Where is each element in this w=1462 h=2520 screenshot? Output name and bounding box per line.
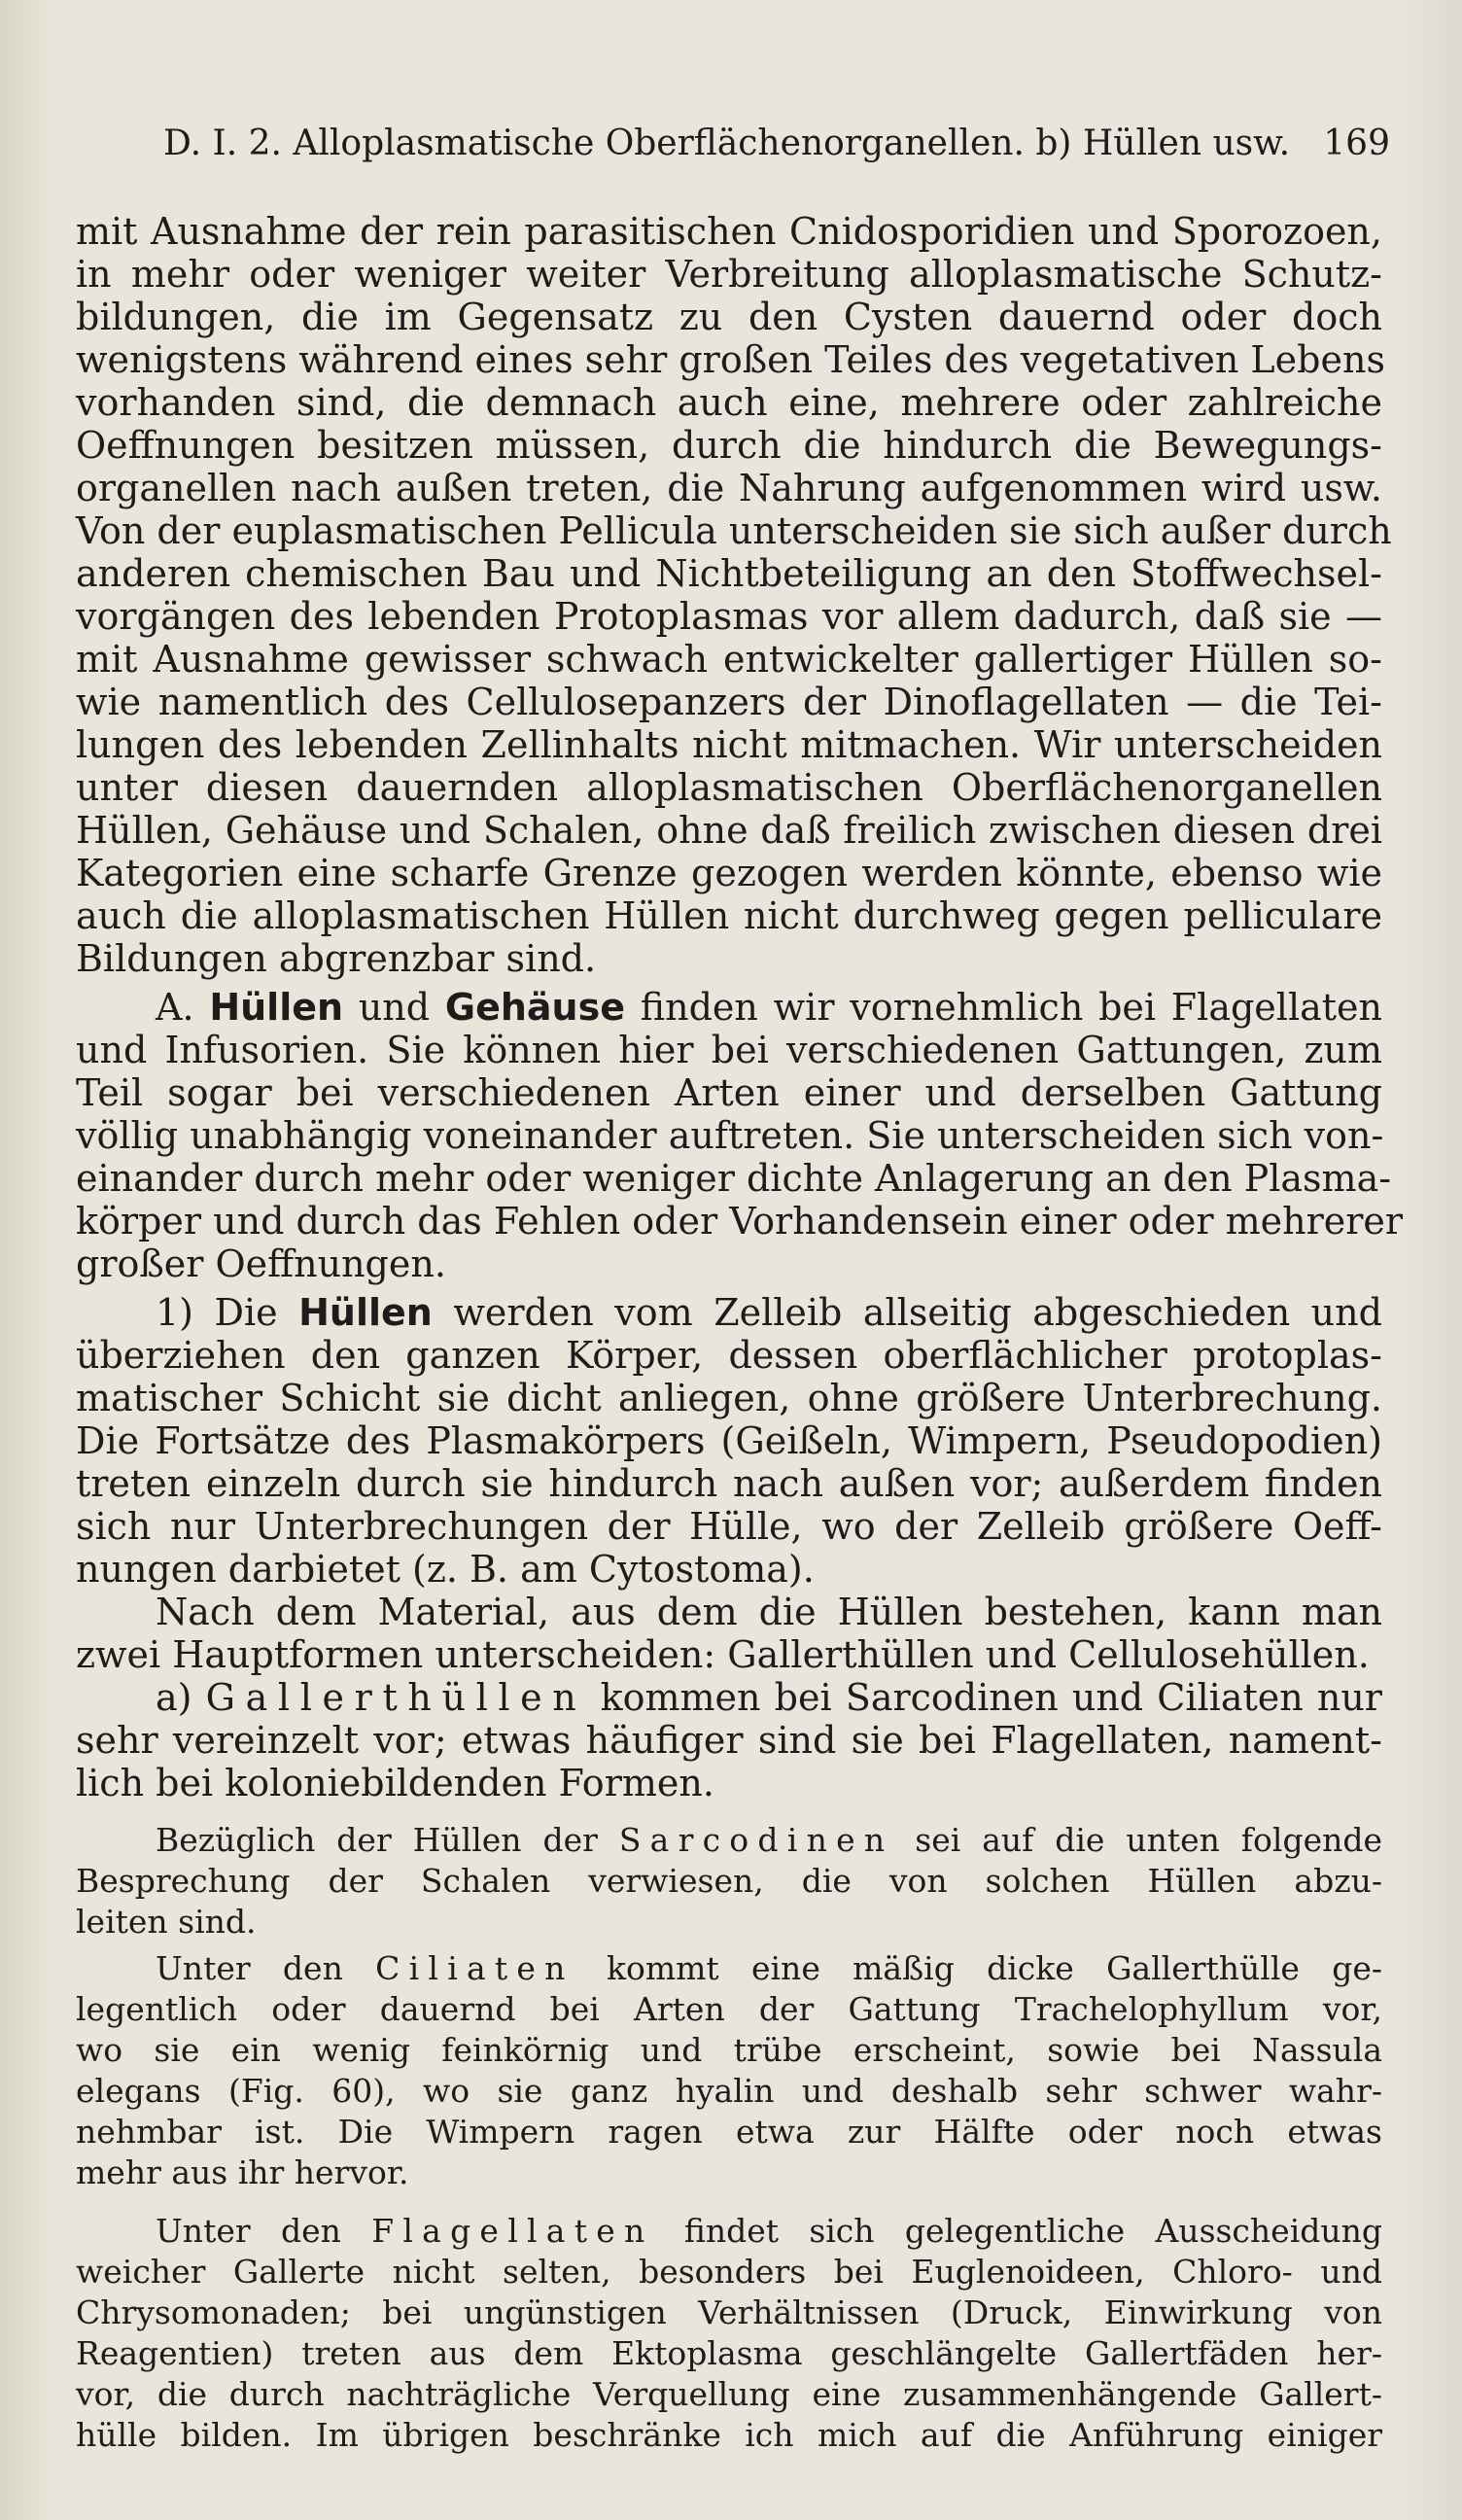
small-line: elegans (Fig. 60), wo sie ganz hyalin und deshalb sehr schwer wahr- (76, 2072, 1382, 2110)
small-para3-rest: findet sich gelegentliche Ausscheidung (683, 2212, 1383, 2250)
page-number: 169 (1323, 123, 1390, 163)
small-para2-term: Ciliaten (375, 1949, 574, 1987)
body-line: nungen darbietet (z. B. am Cytostoma). (76, 1548, 815, 1591)
section-1-first-line (76, 1291, 1382, 1334)
small-para2-rest: kommt eine mäßig dicke Gallerthülle ge- (606, 1949, 1383, 1987)
section-a-connector: und (358, 986, 431, 1029)
small-para1-term: Sarcodinen (618, 1821, 894, 1859)
small-para3-term: Flagellaten (371, 2212, 654, 2250)
body-line: Oeffnungen besitzen müssen, durch die hindurch die Bewegungs- (76, 424, 1382, 467)
small-line: leiten sind. (76, 1903, 257, 1941)
body-line: mit Ausnahme der rein parasitischen Cnidosporidien und Sporozoen, (76, 210, 1382, 253)
small-line: mehr aus ihr hervor. (76, 2153, 409, 2191)
small-line: nehmbar ist. Die Wimpern ragen etwa zur Hälfte oder noch etwas (76, 2113, 1382, 2151)
body-line: organellen nach außen treten, die Nahrung aufgenommen wird usw. (76, 467, 1382, 509)
running-head (163, 121, 1390, 167)
body-line: bildungen, die im Gegensatz zu den Cysten dauernd oder doch (76, 296, 1382, 338)
body-line: anderen chemischen Bau und Nichtbeteiligung an den Stoffwechsel- (76, 552, 1382, 595)
body-line: unter diesen dauernden alloplasmatischen Oberflächenorganellen (76, 766, 1382, 809)
small-para1-prefix: Bezüglich der Hüllen der (156, 1821, 598, 1859)
running-head-title: D. I. 2. Alloplasmatische Oberflächenorganellen. b) Hüllen usw. (163, 123, 1291, 163)
small-para1-rest: sei auf die unten folgende (915, 1821, 1383, 1859)
body-line: vorgängen des lebenden Protoplasmas vor allem dadurch, daß sie — (76, 595, 1382, 638)
body-line: wenigstens während eines sehr großen Teiles des vegetativen Lebens (76, 338, 1385, 381)
body-line: Hüllen, Gehäuse und Schalen, ohne daß freilich zwischen diesen drei (76, 809, 1382, 852)
section-a-term-gehaeuse: Gehäuse (444, 986, 625, 1029)
section-1-label: 1) Die (156, 1291, 278, 1334)
section-a-label: A. (156, 986, 194, 1029)
small-line: Besprechung der Schalen verwiesen, die von solchen Hüllen abzu- (76, 1862, 1382, 1900)
body-line: völlig unabhängig voneinander auftreten. Sie unterscheiden sich von- (76, 1114, 1384, 1157)
body-line: mit Ausnahme gewisser schwach entwickelter gallertiger Hüllen so- (76, 638, 1382, 681)
body-line: vorhanden sind, die demnach auch eine, mehrere oder zahlreiche (76, 381, 1382, 424)
small-line: legentlich oder dauernd bei Arten der Gattung Trachelophyllum vor, (76, 1990, 1382, 2028)
section-a-small-label: a) (156, 1676, 192, 1719)
small-para3-first-line (76, 2211, 1382, 2252)
body-line: großer Oeffnungen. (76, 1242, 446, 1285)
body-line: Kategorien eine scharfe Grenze gezogen werden könnte, ebenso wie (76, 852, 1382, 894)
small-line: Reagentien) treten aus dem Ektoplasma geschlängelte Gallertfäden her- (76, 2334, 1382, 2372)
section-a-first-line-rest: finden wir vornehmlich bei Flagellaten (640, 986, 1382, 1029)
body-line: zwei Hauptformen unterscheiden: Gallerthüllen und Cellulosehüllen. (76, 1633, 1370, 1676)
body-line: matischer Schicht sie dicht anliegen, ohne größere Unterbrechung. (76, 1377, 1382, 1419)
section-a-small-term: Gallerthüllen (205, 1676, 587, 1719)
small-para1-first-line (76, 1820, 1382, 1861)
body-line: Bildungen abgrenzbar sind. (76, 937, 597, 980)
body-line: überziehen den ganzen Körper, dessen oberflächlicher protoplas- (76, 1334, 1382, 1377)
small-line: vor, die durch nachträgliche Verquellung eine zusammenhängende Gallert- (76, 2375, 1382, 2413)
small-para2-first-line (76, 1948, 1382, 1989)
body-line: auch die alloplasmatischen Hüllen nicht durchweg gegen pelliculare (76, 894, 1382, 937)
section-1-term: Hüllen (298, 1291, 433, 1334)
body-line: einander durch mehr oder weniger dichte Anlagerung an den Plasma- (76, 1157, 1392, 1200)
body-line: in mehr oder weniger weiter Verbreitung alloplasmatische Schutz- (76, 253, 1382, 296)
section-a-small-first-line-rest: kommen bei Sarcodinen und Ciliaten nur (600, 1676, 1382, 1719)
small-para2-prefix: Unter den (156, 1949, 343, 1987)
body-line: Teil sogar bei verschiedenen Arten einer und derselben Gattung (76, 1071, 1382, 1114)
section-a-small-first-line (76, 1676, 1382, 1719)
small-para3-prefix: Unter den (156, 2212, 341, 2250)
body-line: lich bei koloniebildenden Formen. (76, 1762, 714, 1804)
body-line: Nach dem Material, aus dem die Hüllen bestehen, kann man (156, 1591, 1382, 1633)
section-a-term-huellen: Hüllen (209, 986, 344, 1029)
body-line: körper und durch das Fehlen oder Vorhandensein einer oder mehrerer (76, 1200, 1404, 1242)
small-line: Chrysomonaden; bei ungünstigen Verhältnissen (Druck, Einwirkung von (76, 2293, 1382, 2331)
body-line: Die Fortsätze des Plasmakörpers (Geißeln, Wimpern, Pseudopodien) (76, 1419, 1382, 1462)
body-line: sich nur Unterbrechungen der Hülle, wo der Zelleib größere Oeff- (76, 1505, 1382, 1548)
section-a-first-line (76, 986, 1382, 1029)
body-line: wie namentlich des Cellulosepanzers der Dinoflagellaten — die Tei- (76, 681, 1382, 723)
small-line: wo sie ein wenig feinkörnig und trübe erscheint, sowie bei Nassula (76, 2031, 1382, 2069)
section-1-first-line-rest: werden vom Zelleib allseitig abgeschieden und (453, 1291, 1382, 1334)
small-line: hülle bilden. Im übrigen beschränke ich mich auf die Anführung einiger (76, 2416, 1382, 2454)
small-line: weicher Gallerte nicht selten, besonders bei Euglenoideen, Chloro- und (76, 2253, 1382, 2291)
body-line: treten einzeln durch sie hindurch nach außen vor; außerdem finden (76, 1462, 1382, 1505)
body-line: lungen des lebenden Zellinhalts nicht mitmachen. Wir unterscheiden (76, 723, 1382, 766)
body-line: und Infusorien. Sie können hier bei verschiedenen Gattungen, zum (76, 1029, 1382, 1071)
body-line: Von der euplasmatischen Pellicula unterscheiden sie sich außer durch (76, 509, 1392, 552)
body-line: sehr vereinzelt vor; etwas häufiger sind sie bei Flagellaten, nament- (76, 1719, 1382, 1762)
